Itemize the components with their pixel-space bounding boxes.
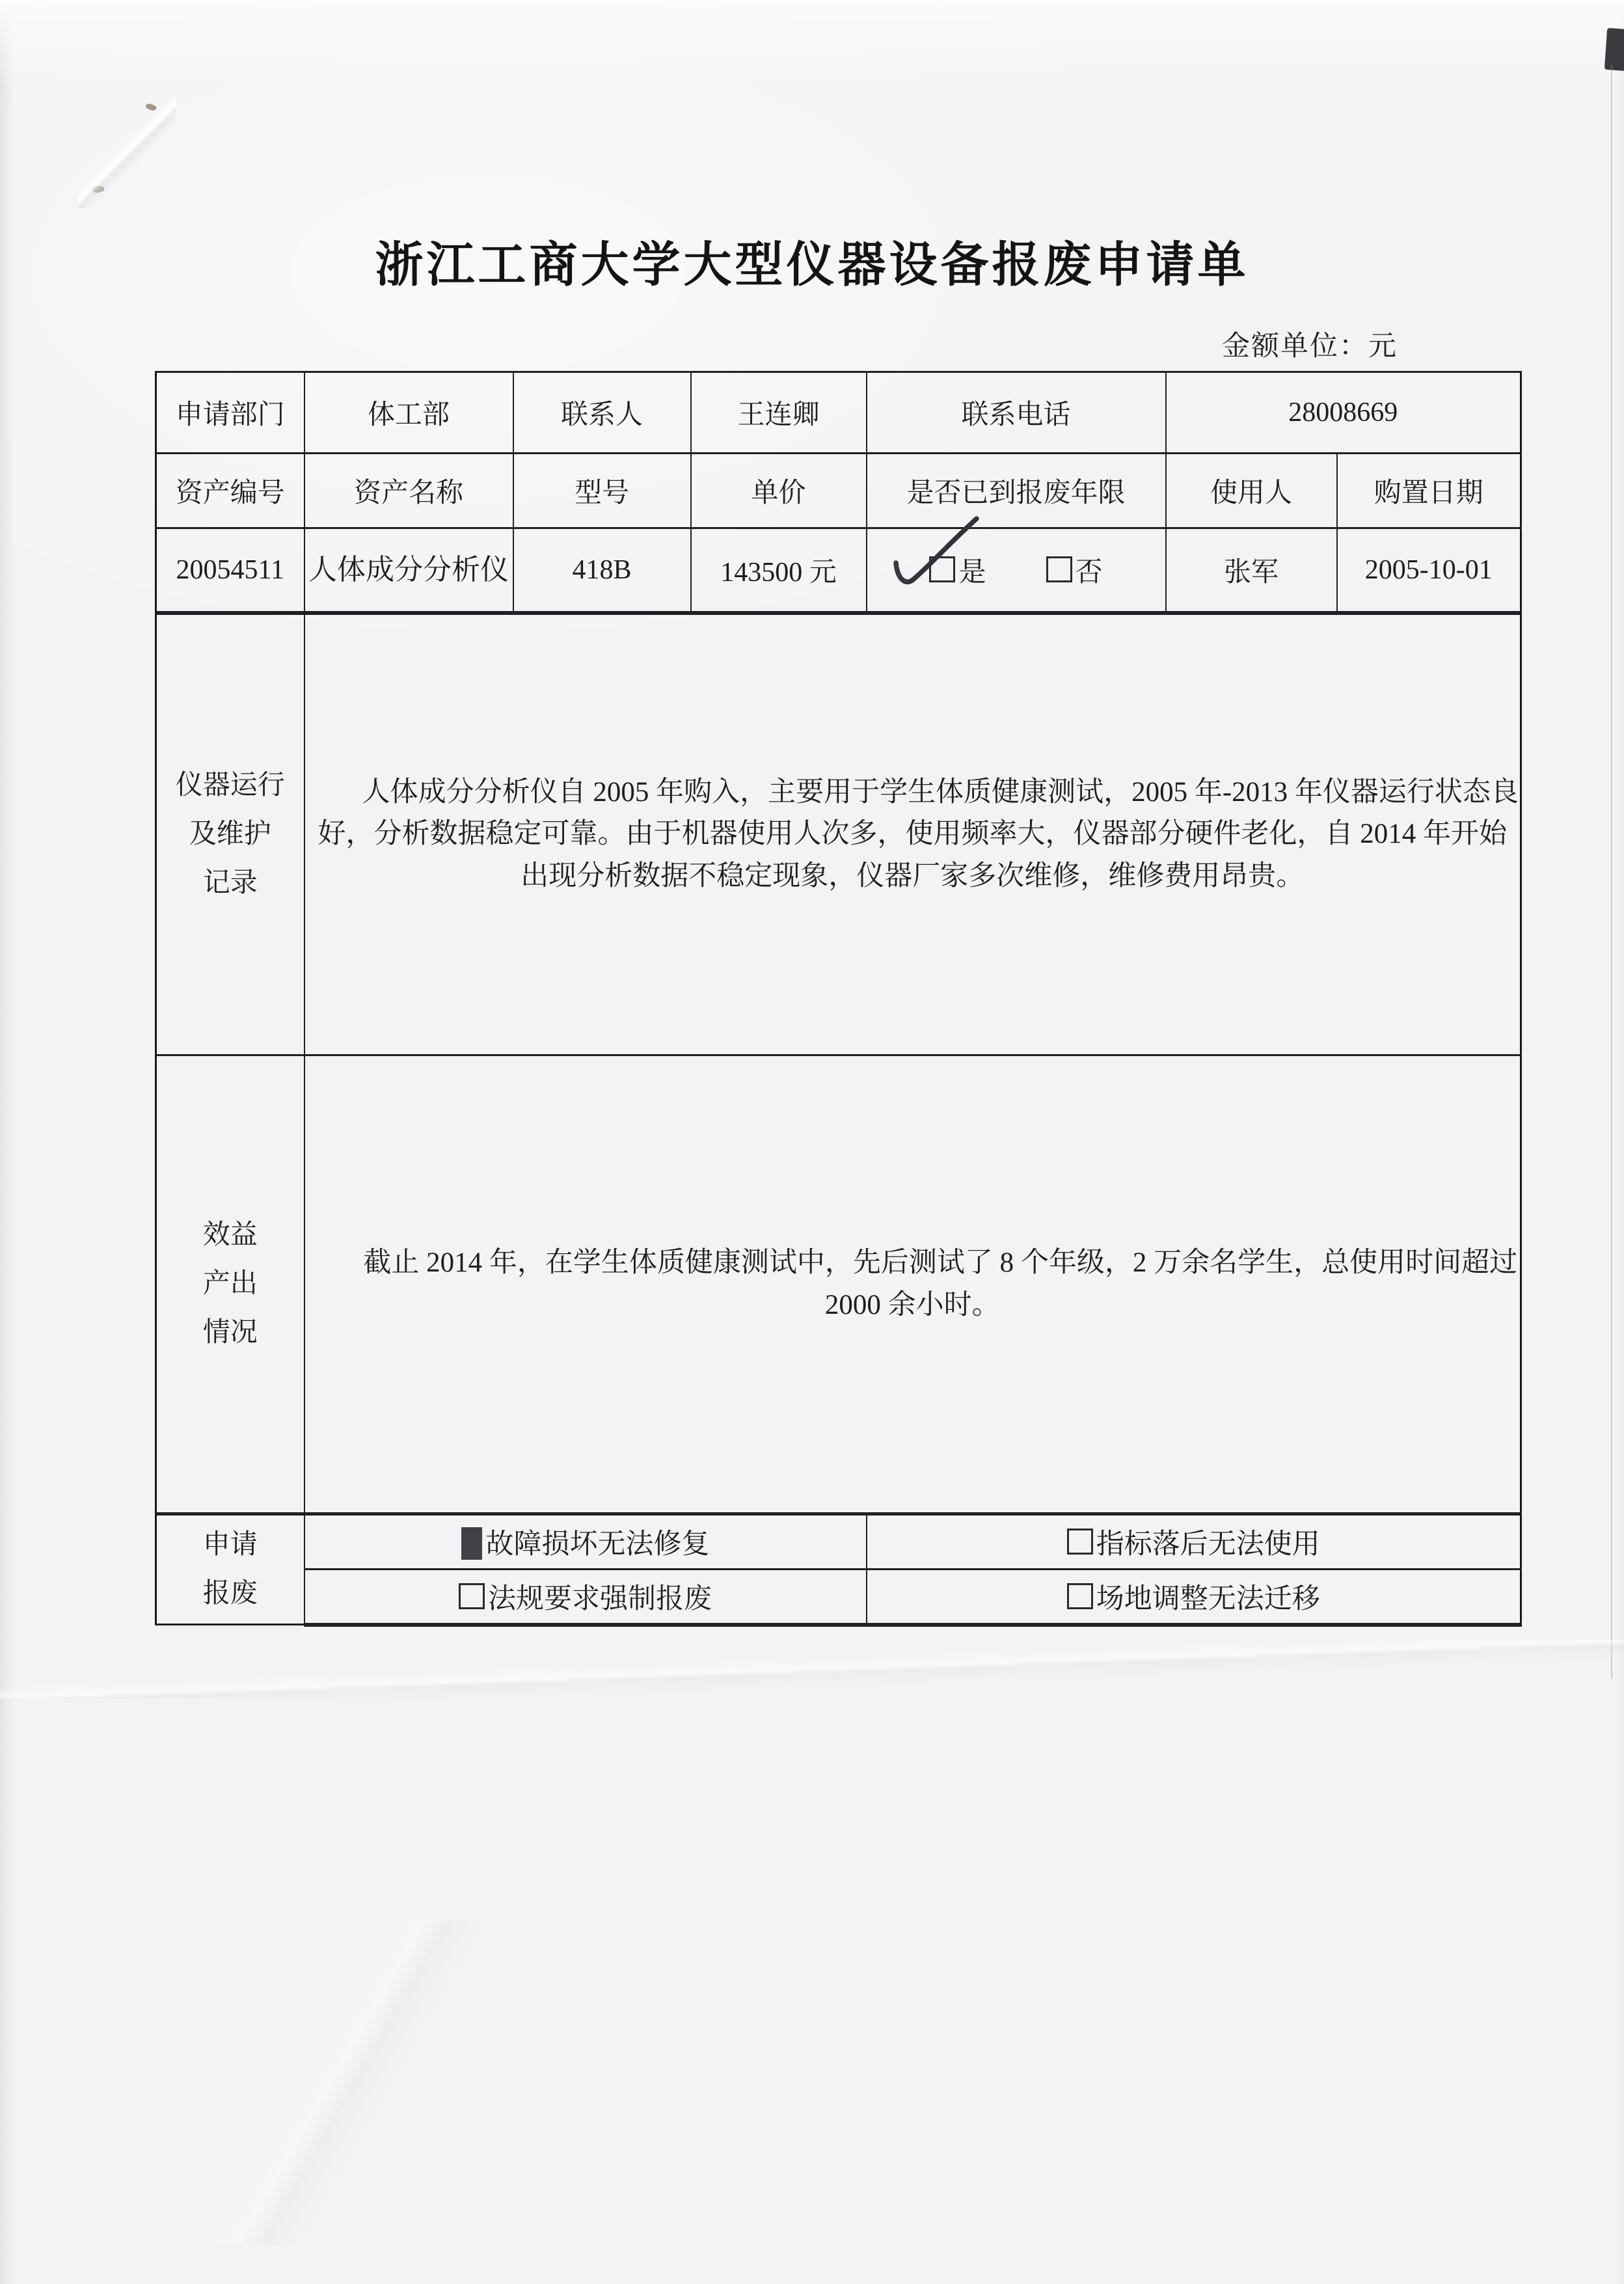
person-value-cell: 王连卿 xyxy=(691,372,867,454)
asset-row xyxy=(156,528,1521,613)
empty-checkbox-icon xyxy=(1067,1529,1093,1555)
header-asset-name: 资产名称 xyxy=(304,454,513,528)
asset-model-cell: 418B xyxy=(513,528,691,613)
asset-user-cell: 张军 xyxy=(1166,528,1337,613)
asset-price-cell: 143500 元 xyxy=(691,528,867,613)
header-user: 使用人 xyxy=(1166,454,1337,528)
reason-site-label: 场地调整无法迁移 xyxy=(1096,1583,1320,1614)
paper-crease-artifact xyxy=(0,1640,1624,1698)
benefit-output-content xyxy=(304,1055,1521,1514)
phone-value-cell: 28008669 xyxy=(1166,372,1521,454)
document-title: 浙江工商大学大型仪器设备报废申请单 xyxy=(375,239,1249,292)
reason-site-cell xyxy=(867,1570,1521,1625)
asset-id-cell: 20054511 xyxy=(156,528,304,613)
operation-record-content xyxy=(304,613,1521,1055)
reason-broken-cell xyxy=(304,1514,867,1570)
no-label: 否 xyxy=(1075,557,1103,588)
dept-value-cell: 体工部 xyxy=(304,372,513,454)
reason-broken-label: 故障损坏无法修复 xyxy=(485,1529,710,1560)
reason-outdated-cell xyxy=(867,1514,1521,1570)
asset-name-cell: 人体成分分析仪 xyxy=(304,528,513,613)
scan-edge-line-artifact xyxy=(1611,65,1612,1679)
contact-row xyxy=(156,372,1521,454)
amount-unit-note: 金额单位：元 xyxy=(1222,331,1398,362)
person-label-cell: 联系人 xyxy=(513,372,691,454)
benefit-output-text: 截止 2014 年，在学生体质健康测试中，先后测试了 8 个年级，2 万余名学生，总使用时间超过 2000 余小时。 xyxy=(363,1247,1518,1320)
header-row xyxy=(156,454,1521,528)
yes-checkbox xyxy=(929,556,955,582)
yes-label: 是 xyxy=(958,557,986,588)
paper-crease-artifact xyxy=(39,1920,625,2245)
header-purchase-date: 购置日期 xyxy=(1337,454,1521,528)
scrap-age-answer-cell xyxy=(867,528,1166,613)
scrap-application-label xyxy=(156,1514,304,1625)
paper-crease-artifact xyxy=(78,98,176,208)
filled-checkbox-icon xyxy=(461,1527,482,1560)
reason-regulation-label: 法规要求强制报废 xyxy=(488,1583,712,1614)
header-model: 型号 xyxy=(513,454,691,528)
scrap-application-form-table xyxy=(155,371,1522,1627)
benefit-output-label xyxy=(156,1055,304,1514)
label-line: 及维护 xyxy=(189,819,271,849)
dept-label-cell: 申请部门 xyxy=(156,372,304,454)
phone-label-cell: 联系电话 xyxy=(867,372,1166,454)
header-asset-id: 资产编号 xyxy=(156,454,304,528)
purchase-date-cell: 2005-10-01 xyxy=(1337,528,1521,613)
label-line: 仪器运行 xyxy=(175,770,285,801)
operation-record-text: 人体成分分析仪自 2005 年购入，主要用于学生体质健康测试，2005 年-2013 年仪器运行状态良好，分析数据稳定可靠。由于机器使用人次多，使用频率大，仪器部分硬件老化，自 2014 年开始出现分析数据不稳定现象，仪器厂家多次维修，维修费用昂贵。 xyxy=(318,776,1519,891)
empty-checkbox-icon xyxy=(1067,1583,1093,1609)
reason-outdated-label: 指标落后无法使用 xyxy=(1096,1529,1320,1560)
yes-option xyxy=(929,558,986,588)
label-line: 产出 xyxy=(202,1269,258,1299)
label-line: 效益 xyxy=(202,1220,258,1251)
benefit-output-row xyxy=(156,1055,1521,1514)
operation-record-label xyxy=(156,613,304,1055)
scan-corner-artifact xyxy=(1604,28,1624,71)
label-line: 申请 xyxy=(202,1530,258,1560)
empty-checkbox-icon xyxy=(459,1583,485,1609)
label-line: 记录 xyxy=(202,867,258,898)
scrap-reason-row-2 xyxy=(156,1570,1521,1625)
label-line: 情况 xyxy=(202,1317,258,1348)
reason-regulation-cell xyxy=(304,1570,867,1625)
no-checkbox xyxy=(1046,556,1072,582)
label-line: 报废 xyxy=(202,1579,258,1609)
operation-record-row xyxy=(156,613,1521,1055)
header-scrap-age: 是否已到报废年限 xyxy=(867,454,1166,528)
header-price: 单价 xyxy=(691,454,867,528)
no-option xyxy=(1046,558,1103,588)
scrap-reason-row-1 xyxy=(156,1514,1521,1570)
